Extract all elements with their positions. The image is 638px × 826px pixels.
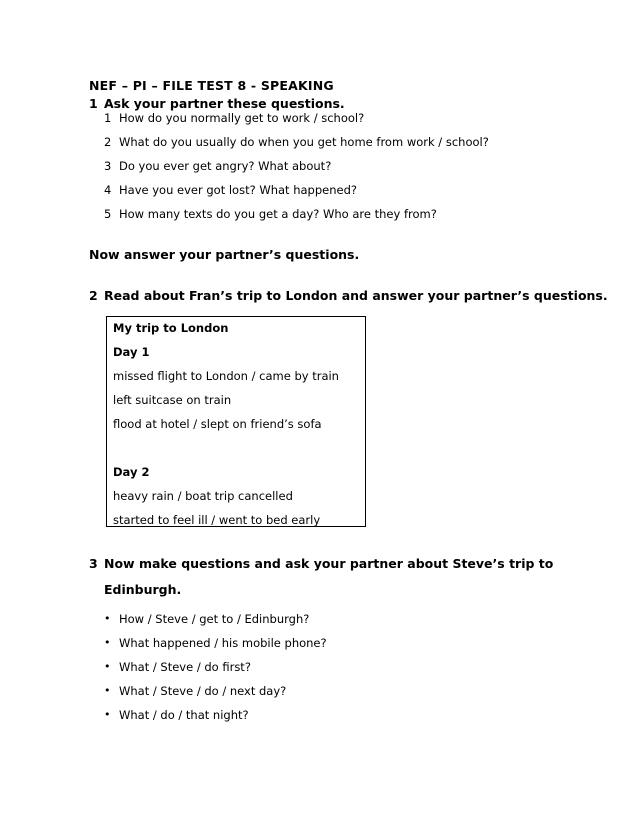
- bullet-icon: •: [104, 708, 111, 721]
- prompt-item: What / Steve / do first?: [119, 660, 251, 674]
- section-3-heading: Now make questions and ask your partner about Steve’s trip to: [104, 556, 554, 571]
- day-1-item: flood at hotel / slept on friend’s sofa: [113, 417, 322, 431]
- bullet-icon: •: [104, 684, 111, 697]
- prompt-item: What happened / his mobile phone?: [119, 636, 327, 650]
- day-2-item: started to feel ill / went to bed early: [113, 513, 321, 527]
- question-text: Do you ever get angry? What about?: [119, 159, 332, 173]
- bullet-icon: •: [104, 660, 111, 673]
- question-number: 4: [104, 183, 112, 197]
- prompt-item: What / do / that night?: [119, 708, 249, 722]
- section-2-heading: Read about Fran’s trip to London and answer your partner’s questions.: [104, 288, 608, 303]
- question-number: 2: [104, 135, 112, 149]
- box-title: My trip to London: [113, 321, 229, 335]
- day-2-item: heavy rain / boat trip cancelled: [113, 489, 293, 503]
- section-1-number: 1: [89, 96, 98, 111]
- section-3-heading-continued: Edinburgh.: [104, 582, 182, 597]
- prompt-item: How / Steve / get to / Edinburgh?: [119, 612, 310, 626]
- question-number: 3: [104, 159, 112, 173]
- answer-instruction: Now answer your partner’s questions.: [89, 247, 360, 262]
- section-3-number: 3: [89, 556, 98, 571]
- day-1-item: left suitcase on train: [113, 393, 232, 407]
- day-2-label: Day 2: [113, 465, 150, 479]
- trip-info-box: [106, 316, 366, 527]
- question-text: Have you ever got lost? What happened?: [119, 183, 357, 197]
- question-number: 1: [104, 111, 112, 125]
- section-2-number: 2: [89, 288, 98, 303]
- day-1-item: missed flight to London / came by train: [113, 369, 339, 383]
- section-1-heading: Ask your partner these questions.: [104, 96, 345, 111]
- question-text: How many texts do you get a day? Who are they from?: [119, 207, 437, 221]
- bullet-icon: •: [104, 636, 111, 649]
- bullet-icon: •: [104, 612, 111, 625]
- question-text: How do you normally get to work / school?: [119, 111, 365, 125]
- question-number: 5: [104, 207, 112, 221]
- day-1-label: Day 1: [113, 345, 150, 359]
- page-title: NEF – PI – FILE TEST 8 - SPEAKING: [89, 78, 334, 93]
- prompt-item: What / Steve / do / next day?: [119, 684, 287, 698]
- question-text: What do you usually do when you get home from work / school?: [119, 135, 489, 149]
